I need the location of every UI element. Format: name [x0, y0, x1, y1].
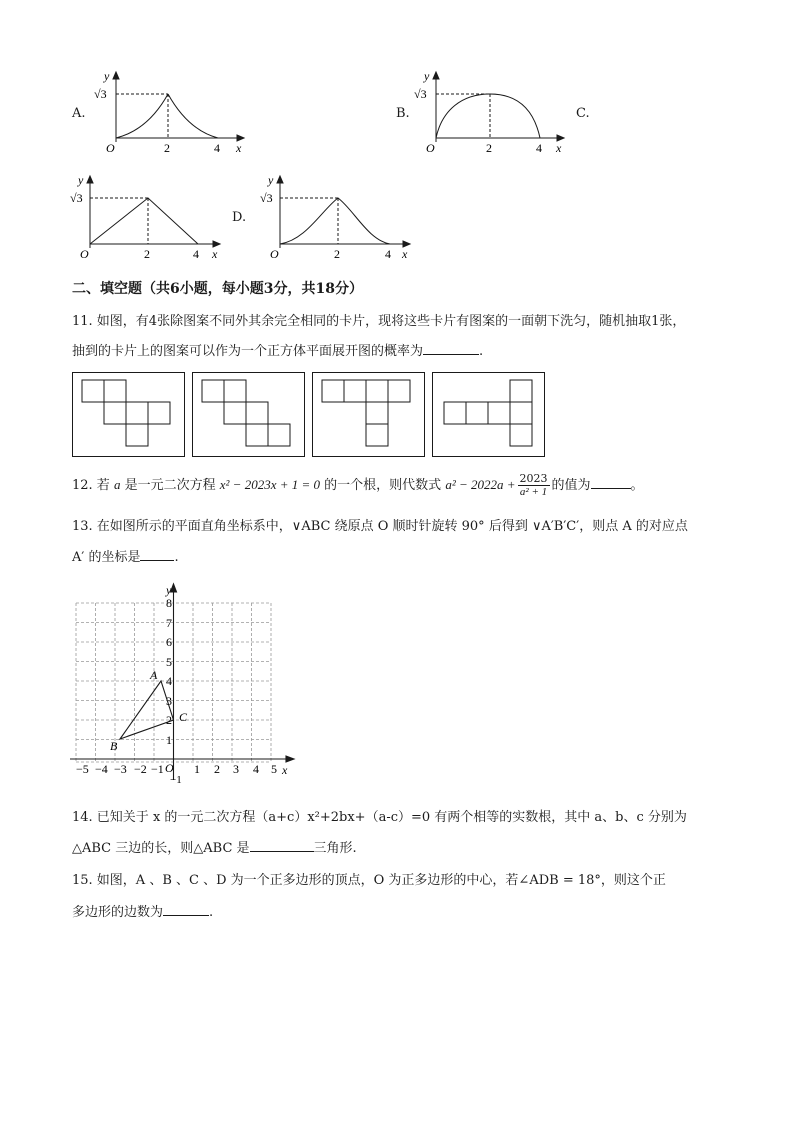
- origin-label: O: [426, 141, 435, 155]
- x-tick-5: 5: [271, 762, 277, 776]
- q13-line2: [72, 546, 179, 565]
- card-3-net: [322, 380, 410, 446]
- x-label: x: [236, 141, 242, 155]
- tick-4: 4: [536, 141, 542, 155]
- q14-answer-blank: [250, 839, 314, 852]
- option-d-label: D.: [232, 210, 247, 225]
- tick-2: 2: [334, 247, 340, 261]
- curve-bell: [280, 198, 390, 244]
- point-a-label: A: [150, 668, 158, 682]
- q14-text: △ABC 三边的长，则△ABC 是: [72, 841, 250, 856]
- q13-text: A′ 的坐标是: [72, 550, 141, 565]
- origin-label: O: [106, 141, 115, 155]
- x-axis-label: x: [282, 763, 288, 777]
- y-tick-1: 1: [166, 733, 172, 747]
- card-1-net: [82, 380, 170, 446]
- sqrt3-label: √3: [260, 191, 273, 205]
- q12-frac-den: a² + 1: [519, 486, 548, 498]
- point-c-label: C: [179, 710, 188, 724]
- origin-label: O: [165, 761, 174, 775]
- graph-option-a: [92, 66, 252, 156]
- card-3: [313, 373, 425, 457]
- card-1: [73, 373, 185, 457]
- q11-line1: 11. 如图，有4张除图案不同外其余完全相同的卡片，现将这些卡片有图案的一面朝下洗匀，随机抽取1张，: [72, 314, 686, 329]
- option-c-label: C.: [576, 106, 590, 121]
- x-label: x: [212, 247, 218, 261]
- q14-line1: 14. 已知关于 x 的一元二次方程（a+c）x²+2bx+（a-c）=0 有两个相等的实数根，其中 a、b、c 分别为: [72, 810, 687, 825]
- q12-mid2: 的一个根，则代数式: [324, 478, 442, 493]
- q11-line2: [72, 340, 483, 359]
- q13-answer-blank: [140, 548, 174, 561]
- line-triangle: [90, 198, 198, 244]
- tick-4: 4: [385, 247, 391, 261]
- q12-var-a: a: [113, 477, 121, 492]
- q12-end: 。: [630, 478, 644, 493]
- q11-text: 抽到的卡片上的图案可以作为一个正方体平面展开图的概率为: [72, 344, 424, 359]
- x-tick-neg2: −2: [134, 762, 147, 776]
- graph-option-d: [256, 170, 416, 262]
- option-b-label: B.: [396, 106, 410, 121]
- sqrt3-label: √3: [414, 87, 427, 101]
- graph-option-c: [66, 170, 226, 262]
- y-tick-6: 6: [166, 635, 172, 649]
- x-tick-neg1: −1: [151, 762, 164, 776]
- origin-label: O: [270, 247, 279, 261]
- origin-label: O: [80, 247, 89, 261]
- y-arrow: [171, 584, 177, 592]
- y-tick-4: 4: [166, 674, 172, 688]
- tick-2: 2: [144, 247, 150, 261]
- q12-expression: a² − 2022a +: [445, 477, 516, 492]
- tick-4: 4: [214, 141, 220, 155]
- q13-end: .: [174, 550, 179, 565]
- curve-arch: [436, 94, 540, 138]
- sqrt3-label: √3: [94, 87, 107, 101]
- y-tick-8: 8: [166, 596, 172, 610]
- q15-line1: 15. 如图，A 、B 、C 、D 为一个正多边形的顶点，O 为正多边形的中心，若∠ADB = 18°，则这个正: [72, 873, 666, 888]
- x-tick-neg3: −3: [114, 762, 127, 776]
- q11-answer-blank: [423, 342, 479, 355]
- y-axis-label: y: [166, 583, 172, 597]
- q12-prefix: 12. 若: [72, 478, 110, 493]
- coordinate-plane: [66, 578, 302, 784]
- y-tick-7: 7: [166, 616, 172, 630]
- q15-answer-blank: [163, 903, 209, 916]
- tick-2: 2: [486, 141, 492, 155]
- y-label: y: [268, 173, 274, 187]
- y-label: y: [78, 173, 84, 187]
- x-tick-3: 3: [233, 762, 239, 776]
- q12-fraction: [518, 472, 550, 499]
- q14-line2: [72, 837, 357, 856]
- y-arrow: [113, 72, 119, 79]
- x-tick-neg4: −4: [95, 762, 108, 776]
- q12-frac-num: 2023: [519, 472, 548, 485]
- curve-right: [168, 94, 218, 138]
- tick-2: 2: [164, 141, 170, 155]
- sqrt3-label: √3: [70, 191, 83, 205]
- q15-line2: [72, 901, 213, 920]
- x-label: x: [556, 141, 562, 155]
- x-arrow: [286, 756, 294, 762]
- card-4-net: [444, 380, 532, 446]
- q13-line1: 13. 在如图所示的平面直角坐标系中，∨ABC 绕原点 O 顺时针旋转 90° 后得到 ∨A′B′C′，则点 A 的对应点: [72, 519, 688, 534]
- q12-answer-blank: [591, 476, 631, 489]
- point-b-label: B: [110, 739, 118, 753]
- y-tick-3: 3: [166, 694, 172, 708]
- card-2-net: [202, 380, 290, 446]
- q15-text: 多边形的边数为: [72, 905, 164, 920]
- y-arrow: [433, 72, 439, 79]
- q12-line: [72, 472, 644, 499]
- curve-left: [116, 94, 168, 138]
- net-cards: [72, 372, 548, 458]
- x-label: x: [402, 247, 408, 261]
- q11-end: .: [479, 344, 484, 359]
- y-tick-neg1: −1: [170, 774, 182, 784]
- x-tick-1: 1: [194, 762, 200, 776]
- card-2: [193, 373, 305, 457]
- x-tick-2: 2: [214, 762, 220, 776]
- q12-mid1: 是一元二次方程: [124, 478, 216, 493]
- y-arrow: [87, 176, 93, 183]
- q14-end: 三角形.: [313, 841, 357, 856]
- q12-suffix: 的值为: [551, 478, 591, 493]
- y-arrow: [277, 176, 283, 183]
- tick-4: 4: [193, 247, 199, 261]
- y-label: y: [104, 69, 110, 83]
- y-tick-2: 2: [166, 713, 172, 727]
- x-tick-4: 4: [253, 762, 259, 776]
- q15-end: .: [209, 905, 214, 920]
- y-tick-5: 5: [166, 655, 172, 669]
- q12-equation: x² − 2023x + 1 = 0: [219, 477, 321, 492]
- graph-option-b: [412, 66, 572, 156]
- option-a-label: A.: [72, 106, 86, 121]
- x-tick-neg5: −5: [76, 762, 89, 776]
- y-label: y: [424, 69, 430, 83]
- section-heading: 二、填空题（共6小题，每小题3分，共18分）: [72, 281, 363, 297]
- triangle-abc: [120, 681, 174, 739]
